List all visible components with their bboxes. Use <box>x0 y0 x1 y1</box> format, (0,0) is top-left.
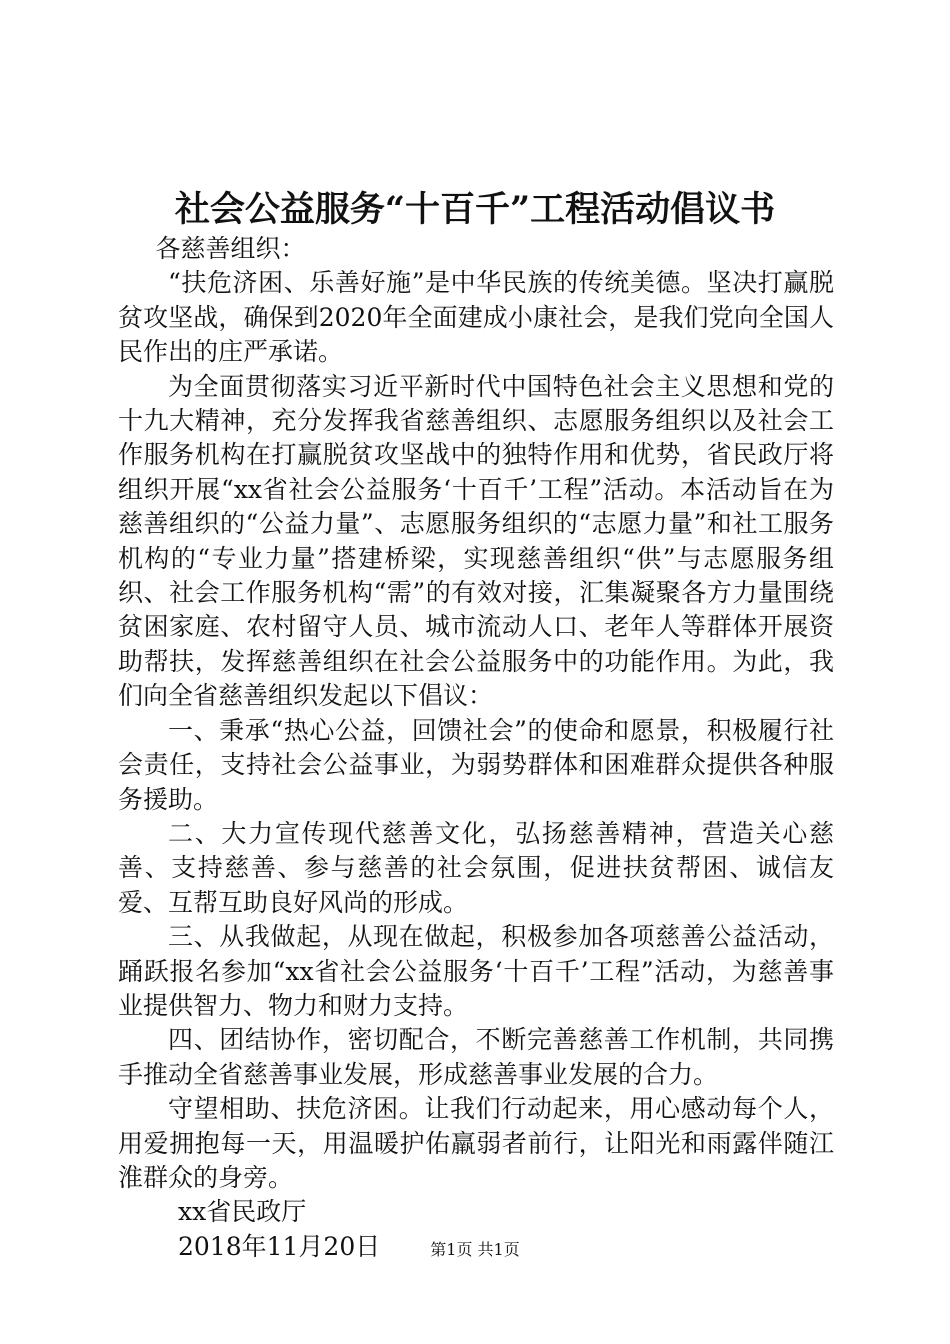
paragraph-1: “扶危济困、乐善好施”是中华民族的传统美德。坚决打赢脱贫攻坚战，确保到2020年全面建成小康社会，是我们党向全国人民作出的庄严承诺。 <box>118 268 834 367</box>
salutation: 各慈善组织： <box>155 234 306 263</box>
date: 2018年11月20日 <box>178 1231 381 1261</box>
paragraph-6: 四、团结协作，密切配合，不断完善慈善工作机制，共同携手推动全省慈善事业发展，形成慈善事业发展的合力。 <box>118 1025 834 1089</box>
page-footer: 第1页 共1页 <box>430 1240 520 1259</box>
paragraph-5: 三、从我做起，从现在做起，积极参加各项慈善公益活动，踊跃报名参加“xx省社会公益服务‘十百千’工程”活动，为慈善事业提供智力、物力和财力支持。 <box>118 922 834 1020</box>
paragraph-7: 守望相助、扶危济困。让我们行动起来，用心感动每个人，用爱拥抱每一天，用温暖护佑羸弱者前行，让阳光和雨露伴随江淮群众的身旁。 <box>118 1094 834 1192</box>
paragraph-3: 一、秉承“热心公益，回馈社会”的使命和愿景，积极履行社会责任，支持社会公益事业，为弱势群体和困难群众提供各种服务援助。 <box>118 715 834 814</box>
paragraph-4: 二、大力宣传现代慈善文化，弘扬慈善精神，营造关心慈善、支持慈善、参与慈善的社会氛围，促进扶贫帮困、诚信友爱、互帮互助良好风尚的形成。 <box>118 818 834 917</box>
document-body <box>118 232 834 1264</box>
signature: xx省民政厅 <box>178 1197 307 1227</box>
document-title: 社会公益服务“十百千”工程活动倡议书 <box>174 189 776 230</box>
paragraph-2: 为全面贯彻落实习近平新时代中国特色社会主义思想和党的十九大精神，充分发挥我省慈善组织、志愿服务组织以及社会工作服务机构在打赢脱贫攻坚战中的独特作用和优势，省民政厅将组织开展“xx省社会公益服务‘十百千’工程”活动。本活动旨在为慈善组织的“公益力量”、志愿服务组织的“志愿力量”和社工服务机构的“专业力量”搭建桥梁，实现慈善组织“供”与志愿服务组织、社会工作服务机构“需”的有效对接，汇集凝聚各方力量围绕贫困家庭、农村留守人员、城市流动人口、老年人等群体开展资助帮扶，发挥慈善组织在社会公益服务中的功能作用。为此，我们向全省慈善组织发起以下倡议： <box>118 371 834 711</box>
